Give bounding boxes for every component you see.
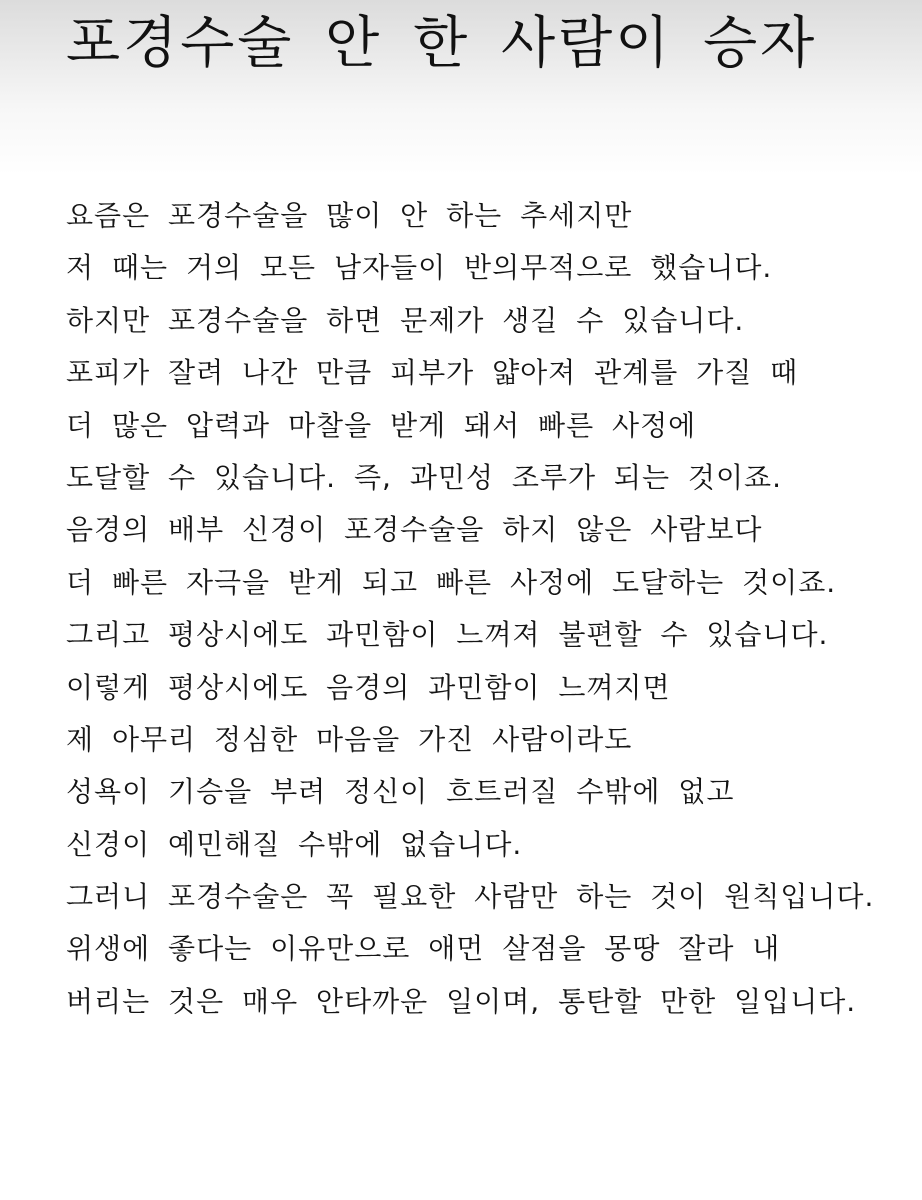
text-line: 요즘은 포경수술을 많이 안 하는 추세지만 — [66, 199, 633, 232]
text-line: 도달할 수 있습니다. 즉, 과민성 조루가 되는 것이죠. — [66, 460, 782, 494]
text-line: 저 때는 거의 모든 남자들이 반의무적으로 했습니다. — [66, 251, 773, 285]
text-line: 위생에 좋다는 이유만으로 애먼 살점을 몽땅 잘라 내 — [66, 932, 781, 966]
text-line: 더 빠른 자극을 받게 되고 빠른 사정에 도달하는 것이죠. — [66, 565, 837, 599]
text-line: 그리고 평상시에도 과민함이 느껴져 불편할 수 있습니다. — [66, 618, 829, 652]
text-line: 신경이 예민해질 수밖에 없습니다. — [66, 827, 523, 861]
text-line: 이렇게 평상시에도 음경의 과민함이 느껴지면 — [66, 670, 671, 704]
text-line: 성욕이 기승을 부려 정신이 흐트러질 수밖에 없고 — [66, 775, 735, 809]
text-line: 더 많은 압력과 마찰을 받게 돼서 빠른 사정에 — [66, 408, 697, 442]
text-line: 그러니 포경수술은 꼭 필요한 사람만 하는 것이 원칙입니다. — [66, 880, 875, 914]
document-title: 포경수술 안 한 사람이 승자 — [66, 11, 818, 76]
text-line: 버리는 것은 매우 안타까운 일이며, 통탄할 만한 일입니다. — [66, 984, 857, 1018]
text-line: 포피가 잘려 나간 만큼 피부가 얇아져 관계를 가질 때 — [66, 356, 799, 390]
text-line: 제 아무리 정심한 마음을 가진 사람이라도 — [66, 722, 633, 756]
text-line: 하지만 포경수술을 하면 문제가 생길 수 있습니다. — [66, 303, 745, 337]
text-line: 음경의 배부 신경이 포경수술을 하지 않은 사람보다 — [66, 513, 763, 547]
document-body — [66, 190, 874, 1028]
